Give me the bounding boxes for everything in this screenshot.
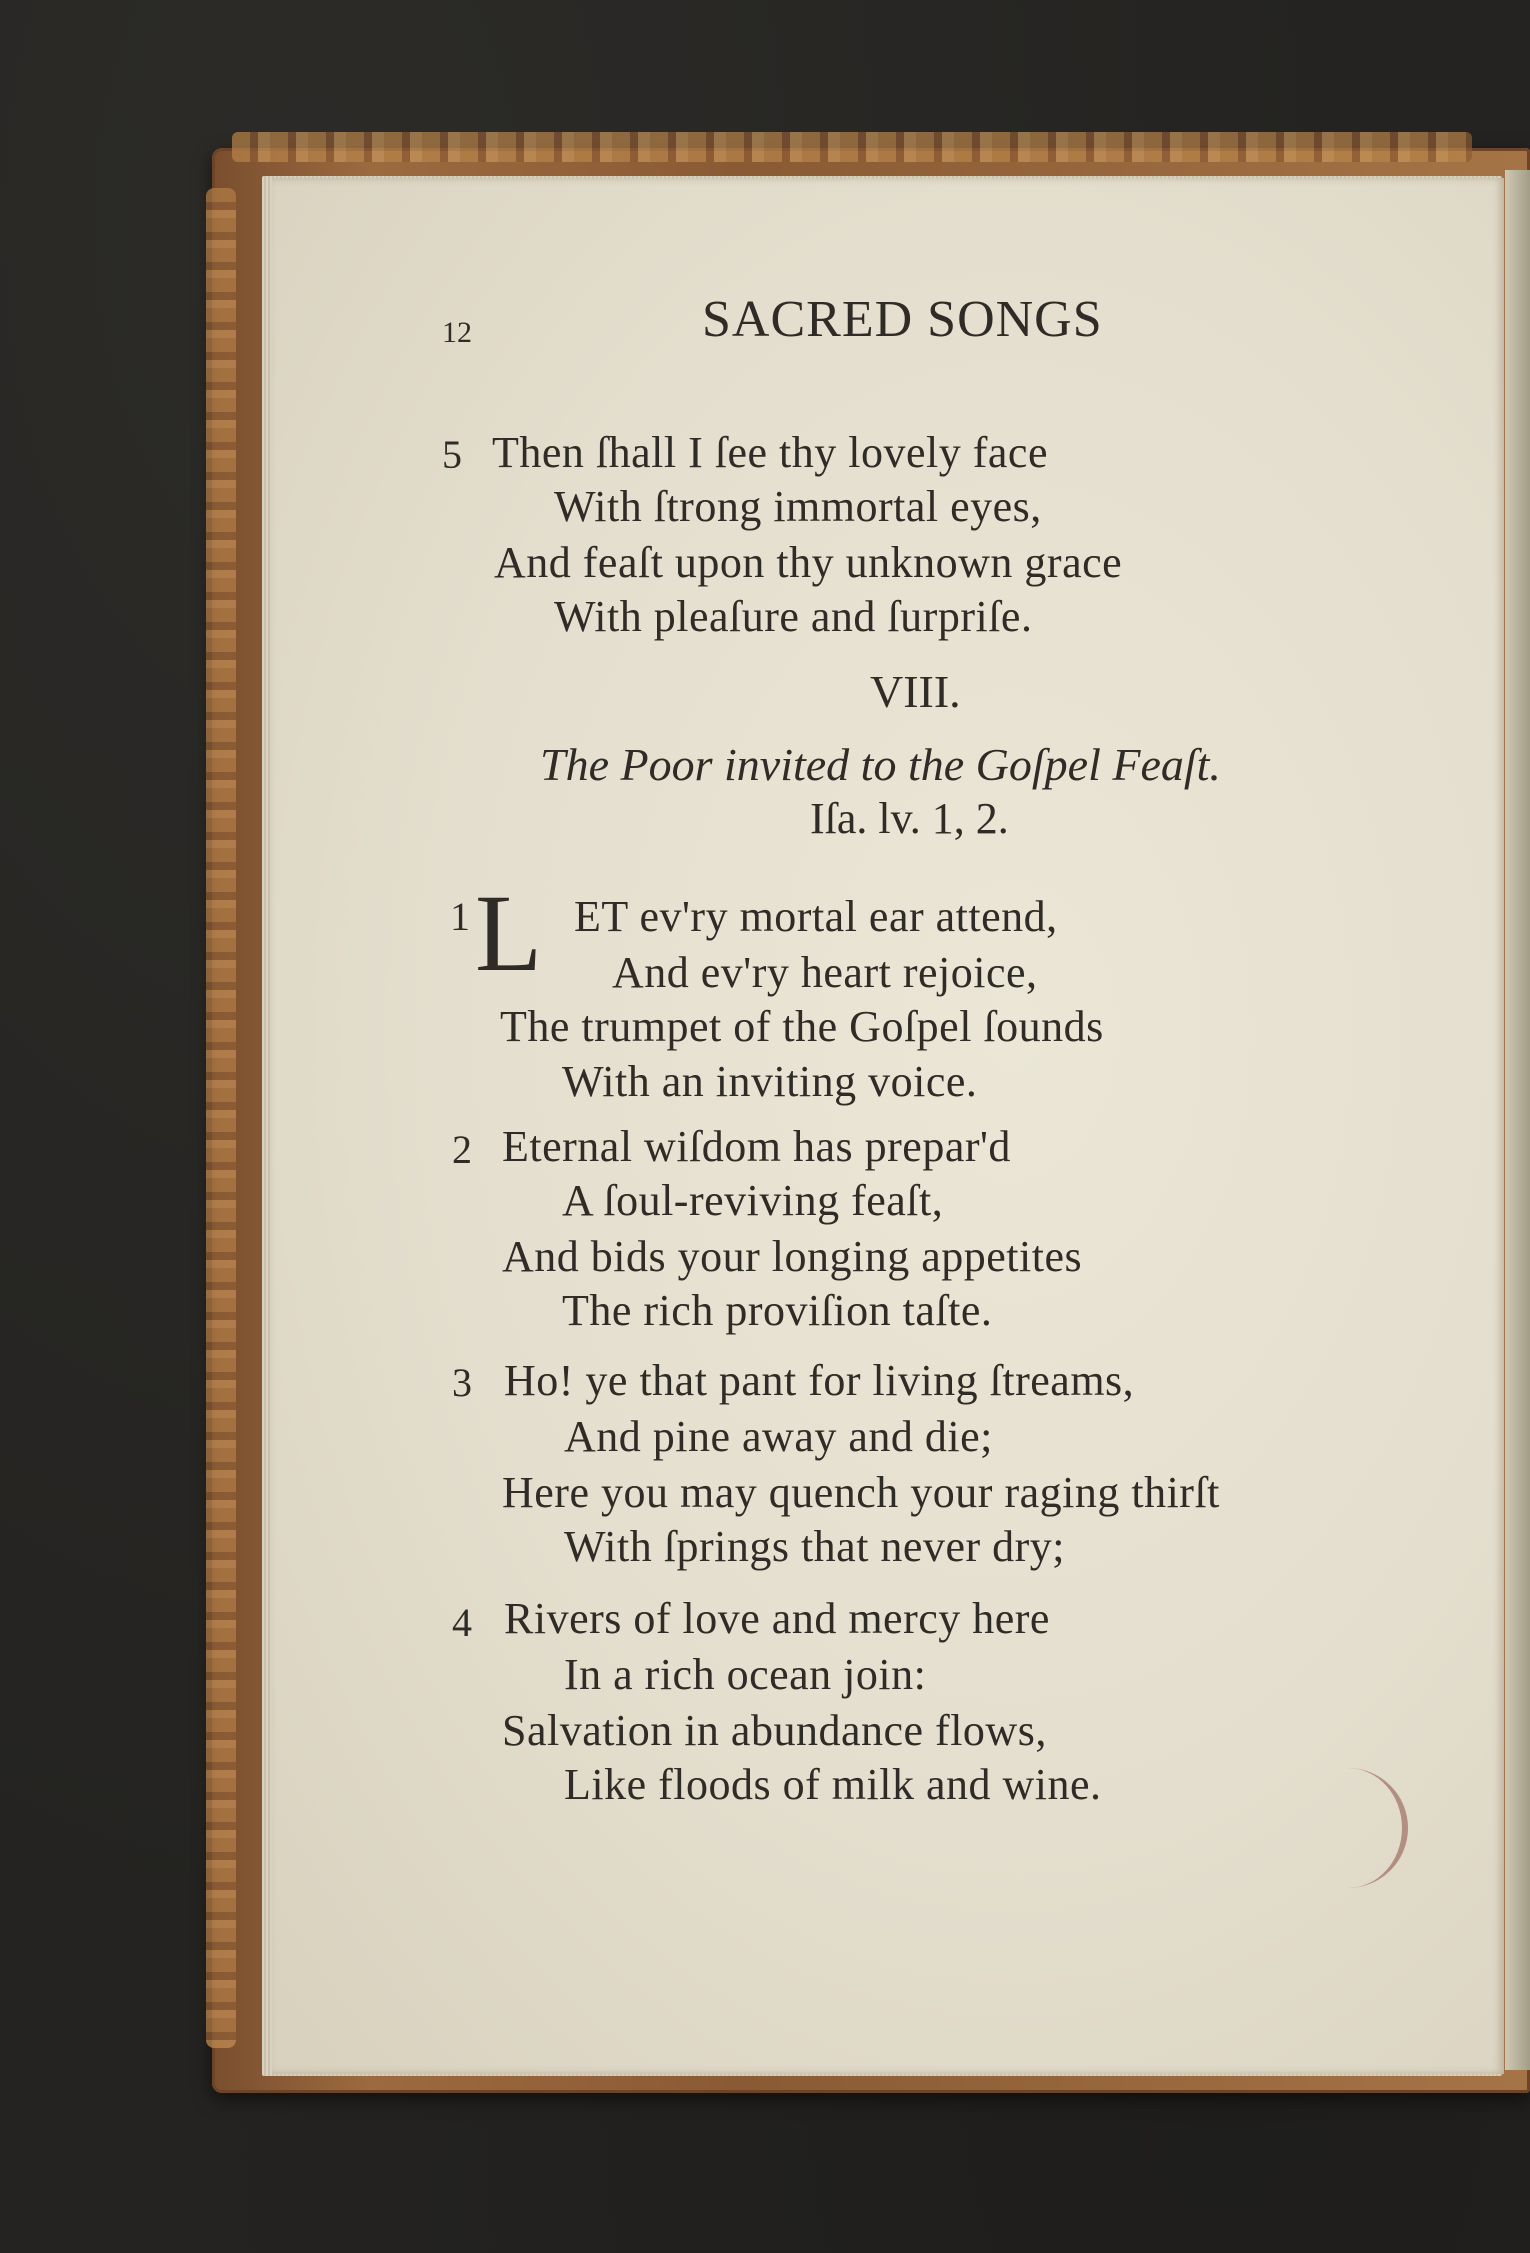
stanza-number: 4: [452, 1600, 472, 1645]
verse-line: And ev'ry heart rejoice,: [612, 948, 1038, 997]
stanza-number: 2: [452, 1127, 472, 1172]
hymn-title: The Poor invited to the Goſpel Feaſt.: [540, 739, 1221, 790]
verse-line: ET ev'ry mortal ear attend,: [574, 892, 1058, 941]
stanza-number: 3: [452, 1360, 472, 1405]
verse-line: The rich proviſion taſte.: [562, 1286, 993, 1335]
verse-line: Like floods of milk and wine.: [564, 1760, 1102, 1809]
verse-line: Eternal wiſdom has prepar'd: [502, 1122, 1011, 1171]
page-number: 12: [442, 316, 472, 349]
verse-line: Rivers of love and mercy here: [504, 1594, 1050, 1643]
drop-cap: L: [475, 872, 543, 994]
verse-line: With pleaſure and ſurpriſe.: [554, 592, 1033, 641]
verse-line: In a rich ocean join:: [564, 1650, 927, 1699]
verse-line: A ſoul-reviving feaſt,: [562, 1176, 944, 1225]
verse-line: Then ſhall I ſee thy lovely face: [492, 428, 1048, 477]
scripture-reference: Iſa. lv. 1, 2.: [810, 794, 1009, 843]
verse-line: With ſtrong immortal eyes,: [554, 482, 1042, 531]
stanza-number: 1: [450, 894, 470, 939]
hymn-numeral: VIII.: [870, 666, 961, 717]
verse-line: With ſprings that never dry;: [564, 1522, 1066, 1571]
verse-line: The trumpet of the Goſpel ſounds: [500, 1002, 1104, 1051]
facing-page-edge: [1505, 170, 1530, 2070]
verse-line: Salvation in abundance flows,: [502, 1706, 1047, 1755]
verse-line: And bids your longing appetites: [502, 1232, 1083, 1281]
verse-line: Ho! ye that pant for living ſtreams,: [504, 1356, 1135, 1405]
ink-stain: [1332, 1768, 1408, 1888]
stanza-number: 5: [442, 432, 462, 477]
book-page: [272, 178, 1504, 2074]
verse-line: And feaſt upon thy unknown grace: [494, 538, 1123, 587]
verse-line: Here you may quench your raging thirſt: [502, 1468, 1220, 1517]
verse-line: With an inviting voice.: [562, 1057, 978, 1106]
running-head: SACRED SONGS: [702, 291, 1103, 348]
verse-line: And pine away and die;: [564, 1412, 993, 1461]
